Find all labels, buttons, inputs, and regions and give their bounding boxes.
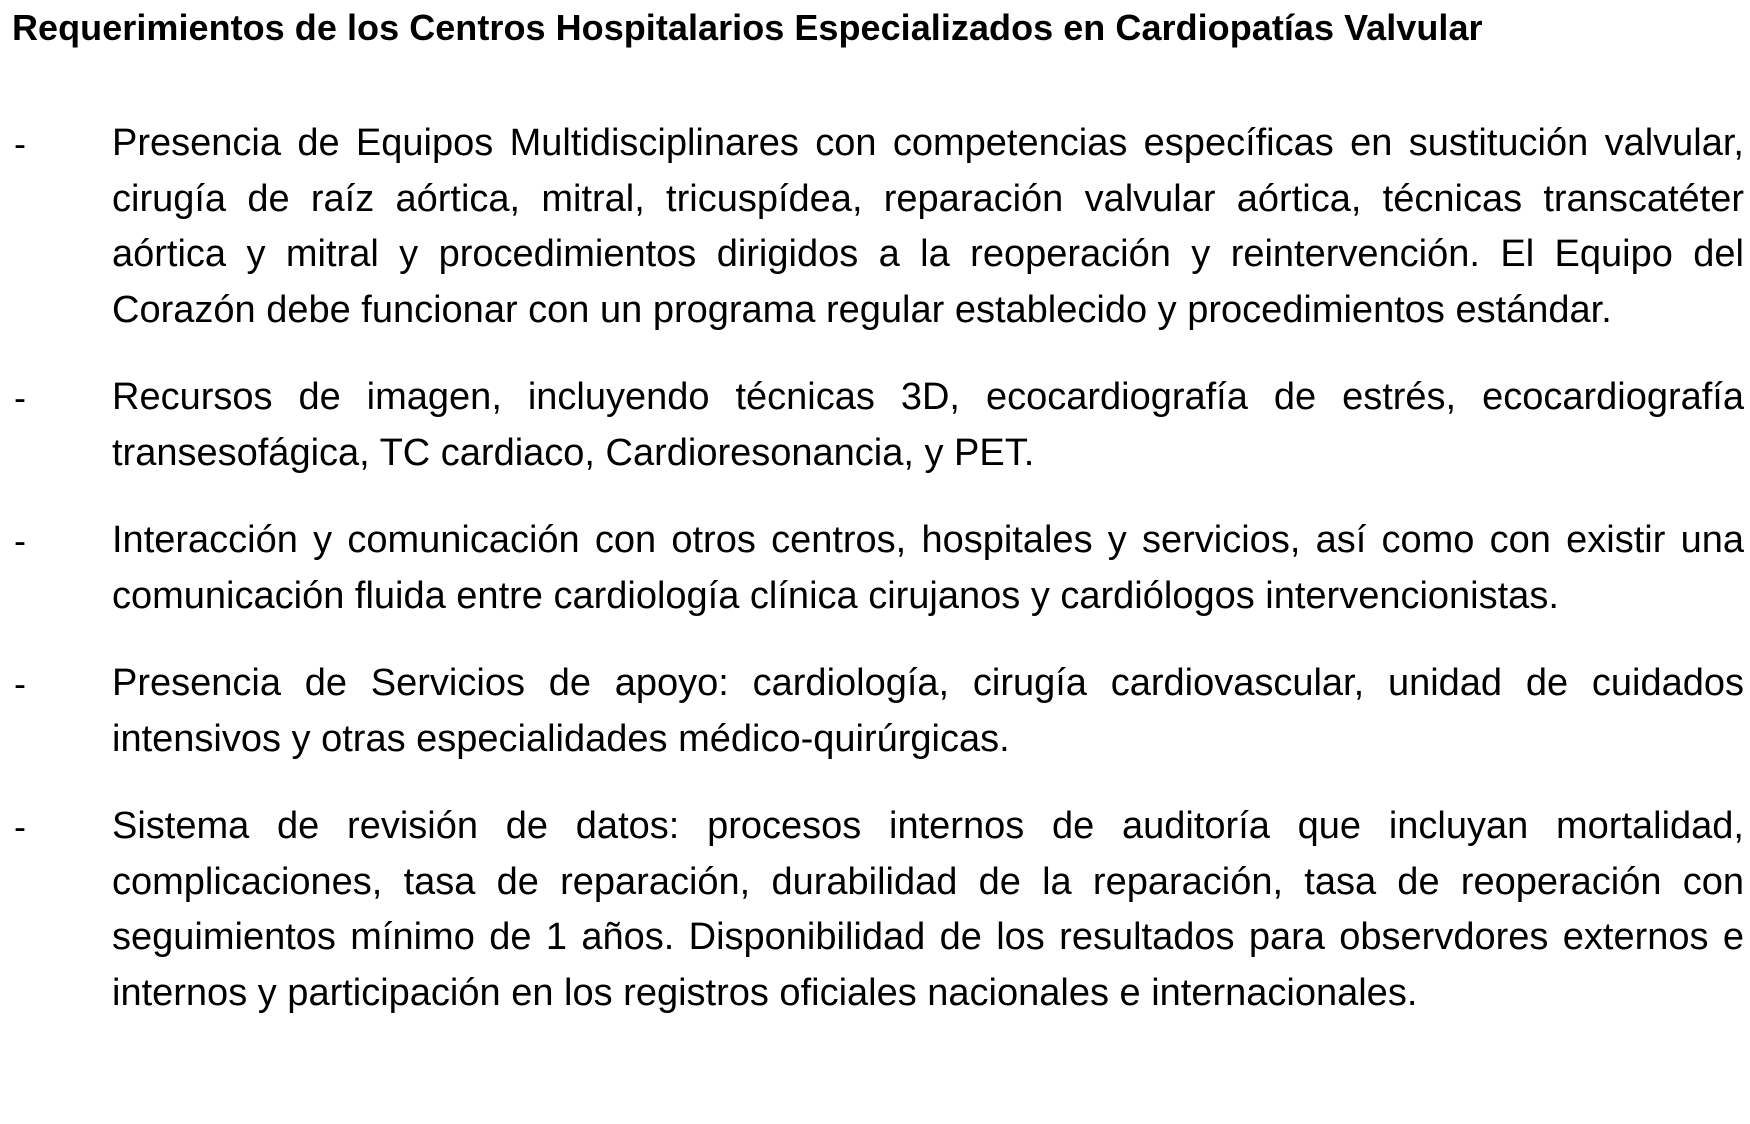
list-item (0, 116, 1750, 338)
list-item-text: Interacción y comunicación con otros centros, hospitales y servicios, así como con existir una comunicación fluida entre cardiología clínica cirujanos y cardiólogos intervencionistas. (112, 519, 1744, 617)
list-item-text: Recursos de imagen, incluyendo técnicas 3D, ecocardiografía de estrés, ecocardiografía transesofágica, TC cardiaco, Cardioresonancia, y PET. (112, 376, 1744, 474)
list-bullet: - (14, 806, 26, 847)
list-item (0, 370, 1750, 481)
list-bullet: - (14, 520, 26, 561)
list-bullet: - (14, 663, 26, 704)
list-item-text: Sistema de revisión de datos: procesos internos de auditoría que incluyan mortalidad, complicaciones, tasa de reparación, durabilidad de la reparación, tasa de reoperación con seguimientos mínimo de 1 años. Disponibilidad de los resultados para observdores externos e internos y participación en los registros oficiales nacionales e internacionales. (112, 805, 1744, 1014)
list-item (0, 799, 1750, 1021)
list-bullet: - (14, 377, 26, 418)
document-title: Requerimientos de los Centros Hospitalarios Especializados en Cardiopatías Valvular (12, 7, 1483, 48)
list-item (0, 513, 1750, 624)
requirements-list (0, 116, 1750, 1053)
list-item-text: Presencia de Servicios de apoyo: cardiología, cirugía cardiovascular, unidad de cuidados intensivos y otras especialidades médico-quirúrgicas. (112, 662, 1744, 760)
list-bullet: - (14, 123, 26, 164)
list-item (0, 656, 1750, 767)
list-item-text: Presencia de Equipos Multidisciplinares con competencias específicas en sustitución valvular, cirugía de raíz aórtica, mitral, tricuspídea, reparación valvular aórtica, técnicas transcatéter aórtica y mitral y procedimientos dirigidos a la reoperación y reintervención. El Equipo del Corazón debe funcionar con un programa regular establecido y procedimientos estándar. (112, 122, 1744, 331)
